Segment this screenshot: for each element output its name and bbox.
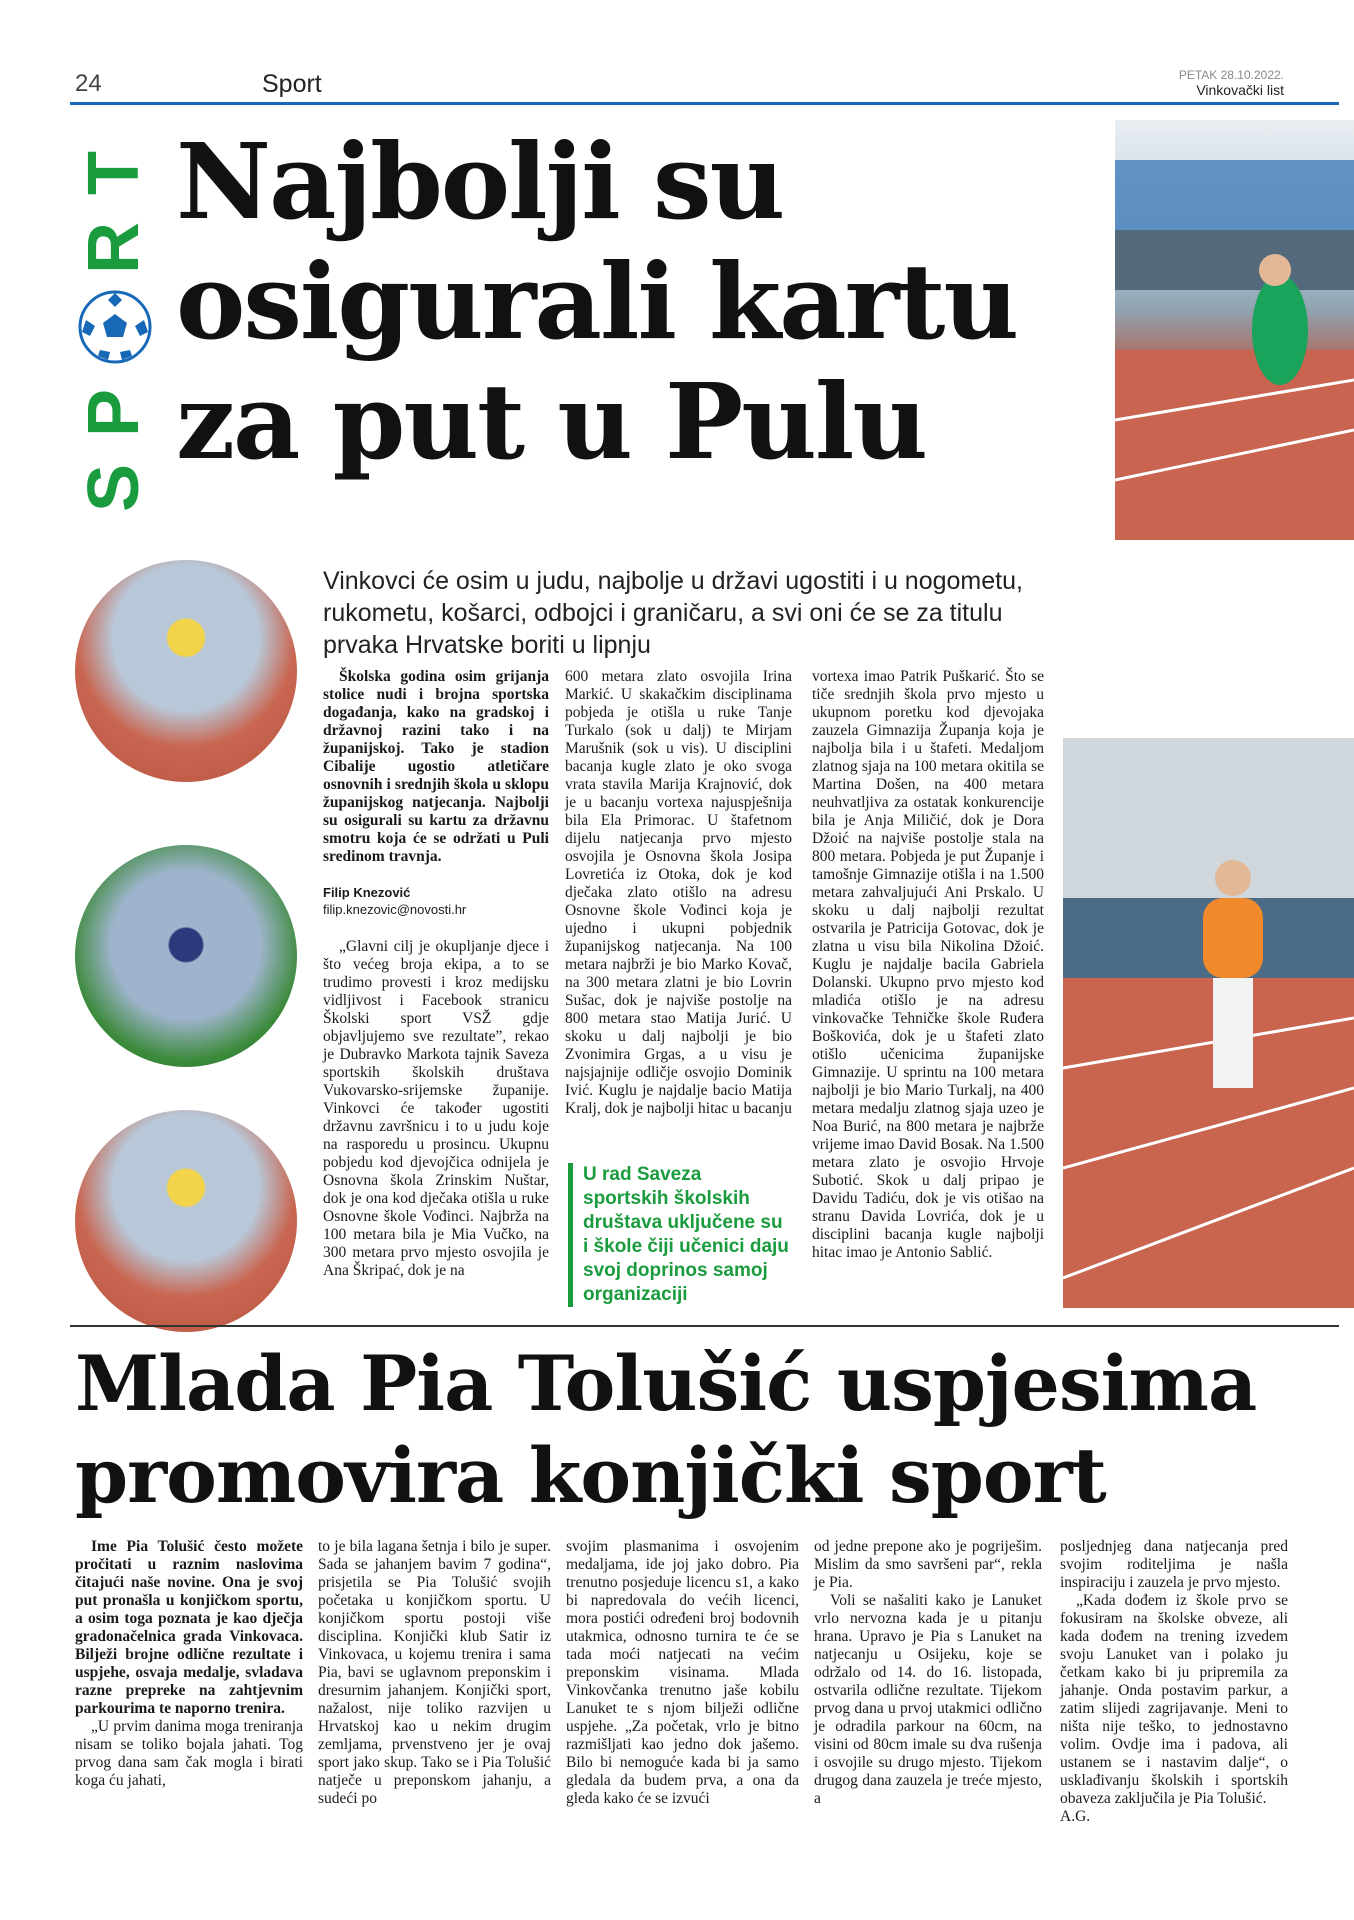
photo-stadium-sprinters bbox=[1115, 120, 1354, 540]
article2-column-1 bbox=[75, 1538, 303, 1790]
photo-high-jump-boy bbox=[75, 845, 297, 1067]
article2-column-5 bbox=[1060, 1538, 1288, 1826]
article1-paragraph: „Glavni cilj je okupljanje djece i što većeg broja ekipa, a to se trudimo provesti i kroz medijsku vidljivost i Facebook stranicu Školski sport VSŽ gdje objavljujemo sve rezultate”, rekao je Dubravko Markota tajnik Saveza sportskih školskih društava Vukovarsko-srijemske županije. Vinkovci će također ugostiti državnu završnicu i to u judu koje na rasporedu u prosincu. Ukupnu pobjedu kod djevojčica odnijela je Osnovna škola Zrinskim Nuštar, dok je ona kod dječaka otišla u ruke Osnovne škole Vođinci. Najbrža na 100 metara bila je Mia Vučko, na 300 metara prvo mjesto osvojila je Ana Škripać, dok je na bbox=[323, 938, 549, 1279]
article2-column-3 bbox=[566, 1538, 799, 1808]
article2-paragraph: svojim plasmanima i osvojenim medaljama, ide joj jako dobro. Pia trenutno posjeduje licencu s1, a kako bi napredovala do većih licenci, mora postići određeni broj bodovnih utakmica, odnosno turnira te će se tada moći natjecati na većim preponskim visinama. Mlada Vinkovčanka trenutno jaše kobilu Lanuket te s njom bilježi odlične uspjehe. „Za početak, vrlo je bitno razmišljati kao jedno dok jašemo. Bilo bi nemoguće kada bi ja samo gledala da budem prva, a ona da gleda kako će se izvući bbox=[566, 1538, 799, 1807]
author-name: Filip Knezović bbox=[323, 885, 411, 900]
side-letter-s: S bbox=[74, 463, 154, 513]
article-divider bbox=[70, 1325, 1339, 1327]
side-letter-p: P bbox=[74, 388, 154, 438]
side-sport-label bbox=[74, 118, 154, 538]
article1-column-3 bbox=[812, 668, 1044, 1262]
photo-long-jump-girl bbox=[75, 560, 297, 782]
article2-paragraph: „U prvim danima moga treniranja nisam se toliko bojala jahati. Tog prvog dana sam čak mogla i birati koga ću jahati, bbox=[75, 1718, 303, 1789]
photo-long-jump-landing bbox=[75, 1110, 297, 1332]
page-number: 24 bbox=[75, 70, 102, 97]
side-letter-r: R bbox=[74, 222, 154, 274]
photo-track-runner bbox=[1063, 738, 1354, 1308]
article2-paragraph: posljednjeg dana natjecanja pred svojim roditeljima je našla inspiraciju i zauzela je prvo mjesto. bbox=[1060, 1538, 1288, 1591]
article2-paragraph: Voli se našaliti kako je Lanuket vrlo nervozna kada je u pitanju hrana. Upravo je Pia s Lanuket na natjecanju u Osijeku, koje se održalo od 14. do 16. listopada, ostvarila odlične rezultate. Tijekom prvog dana u prvoj utakmici odlično je odradila parkour na 60cm, na visini od 80cm imale su dva rušenja i osvojile su drugo mjesto. Tijekom drugog dana zauzela je treće mjesto, a bbox=[814, 1592, 1042, 1807]
article2-paragraph: od jedne prepone ako je pogriješim. Mislim da smo savršeni par“, rekla je Pia. bbox=[814, 1538, 1042, 1591]
issue-date: PETAK 28.10.2022. bbox=[1178, 68, 1284, 82]
article2-signature: A.G. bbox=[1060, 1808, 1091, 1825]
article2-paragraph: to je bila lagana šetnja i bilo je super. Sada se jahanjem bavim 7 godina“, prisjetila se Pia Tolušić svojih početaka u konjičkom sportu. U konjičkom sportu postoji više disciplina. Konjički klub Satir iz Vinkovaca, u kojemu trenira i sama Pia, bavi se uglavnom preponskim i dresurnim jahanjem. Konjički sport, nažalost, nije toliko razvijen u Hrvatskoj kao u nekim drugim zemljama, prvenstveno jer je ovaj sport jako skup. Tako se i Pia Tolušić natječe u preponskom jahanju, a sudeći po bbox=[318, 1538, 551, 1807]
article1-column-1 bbox=[323, 668, 549, 1280]
article2-headline: Mlada Pia Tolušić uspjesima promovira konjički sport bbox=[75, 1339, 1257, 1520]
article2-paragraph: „Kada dođem iz škole prvo se fokusiram na školske obveze, ali kada dođem na trening izvedem svoju Lanuket van i polako ju četkam kako bi ju pripremila za jahanje. Onda postavim parkur, a zatim slijedi zagrijavanje. Meni to ništa nije teško, to jednostavno volim. Ovdje ima i padova, ali ustanem se i nastavim dalje“, o usklađivanju školskih i sportskih obaveza zaključila je Pia Tolušić. bbox=[1060, 1592, 1288, 1807]
article1-headline: Najbolji su osigurali kartu za put u Pulu bbox=[176, 120, 1018, 483]
header-rule bbox=[70, 102, 1339, 105]
side-letter-t: T bbox=[74, 151, 154, 195]
article1-deck: Vinkovci će osim u judu, najbolje u državi ugostiti i u nogometu, rukometu, košarci, odbojci i graničaru, a svi oni će se za titulu prvaka Hrvatske boriti u lipnju bbox=[323, 567, 1023, 659]
article2-column-2 bbox=[318, 1538, 551, 1808]
article2-lead: Ime Pia Tolušić često možete pročitati u raznim naslovima čitajući naše novine. Ona je svoj put pronašla u konjičkom sportu, a osim toga poznata je kao dječja gradonačelnica grada Vinkovaca. Bilježi brojne odlične rezultate i uspjehe, osvaja medalje, svladava razne prepreke na zahtjevnim parkourima te naporno trenira. bbox=[75, 1538, 303, 1717]
article1-paragraph: 600 metara zlato osvojila Irina Markić. U skakačkim disciplinama pobjeda je otišla u ruke Tanje Turkalo (sok u dalj) te Mirjam Marušnik (sok u vis). U disciplini bacanja kugle zlato je oko svoga vrata stavila Marija Krajnović, dok je u bacanju vortexa najuspješnija bila Ela Primorac. U štafetnom dijelu natjecanja prvo mjesto osvojila je Osnovna škola Josipa Lovretića iz Otoka, dok je kod dječaka zlato otišlo na adresu Osnovne škole Vođinci koja je ujedno i ukupni pobjednik županijskog natjecanja. Na 100 metara najbrži je bio Marko Kovač, na 300 metara zlatni je bio Lovrin Sušac, dok je najviše postolje na 800 metara stao Matija Jurić. U skoku u dalj najbolji je bio Zvonimira Grgas, a u visu je najsjajnije odličje osvojio Dominik Ivić. Kuglu je najdalje bacio Matija Kralj, dok je najbolji hitac u bacanju bbox=[565, 668, 792, 1117]
paper-name: Vinkovački list bbox=[1196, 82, 1284, 98]
byline bbox=[323, 884, 549, 918]
article1-lead: Školska godina osim grijanja stolice nudi i brojna sportska događanja, kako na gradskoj i državnoj razini tako i na županijskoj. Tako je stadion Cibalije ugostio atletičare osnovnih i srednjih škola u sklopu županijskog natjecanja. Najbolji su osigurali su kartu za državnu smotru koja će se održati u Puli sredinom travnja. bbox=[323, 668, 549, 865]
article2-column-4 bbox=[814, 1538, 1042, 1808]
football-icon bbox=[78, 290, 152, 364]
section-title: Sport bbox=[262, 70, 322, 98]
article1-paragraph: vortexa imao Patrik Puškarić. Što se tiče srednjih škola prvo mjesto u ukupnom poretku kod djevojaka zauzela Gimnazija Županja koja je najbolja bila i u štafeti. Medaljom zlatnog sjaja na 100 metara okitila se Martina Došen, na 400 metara neuhvatljiva za ostatak konkurencije bila je Anja Miličić, dok je Dora Džoić na najviše postolje stala na 800 metara. Pobjeda je put Županje i tamošnje Gimnazije otišla i na 1.500 metara zahvaljujući Ani Prskalo. U skoku u dalj najbolji rezultat ostvarila je Patricija Gotovac, dok je zlatna u visu bila Nikolina Džoić. Kuglu je najdalje bacila Gabriela Dolanski. Ukupno prvo mjesto kod mladića otišlo je na adresu vinkovačke Tehničke škole Ruđera Boškovića, dok je u štafeti zlato otišlo učenicima županijske Gimnazije. U sprintu na 100 metara najbolji je bio Mario Turkalj, na 400 metara medalju zlatnog sjaja uzeo je Noa Burić, na 800 metara je najbrže vrijeme imao David Bosak. Na 1.500 metara zlato je osvojio Hrvoje Subotić. Skok u dalj pripao je Davidu Tadiću, dok je vis otišao na stranu Davida Lovrića, dok je u disciplini bacanja kugle najbolji hitac imao je Antonio Sablić. bbox=[812, 668, 1044, 1261]
article1-column-2 bbox=[565, 668, 792, 1118]
pull-quote: U rad Saveza sportskih školskih društava uključene su i škole čiji učenici daju svoj doprinos samoj organizaciji bbox=[568, 1163, 790, 1307]
author-email[interactable]: filip.knezovic@novosti.hr bbox=[323, 902, 467, 917]
